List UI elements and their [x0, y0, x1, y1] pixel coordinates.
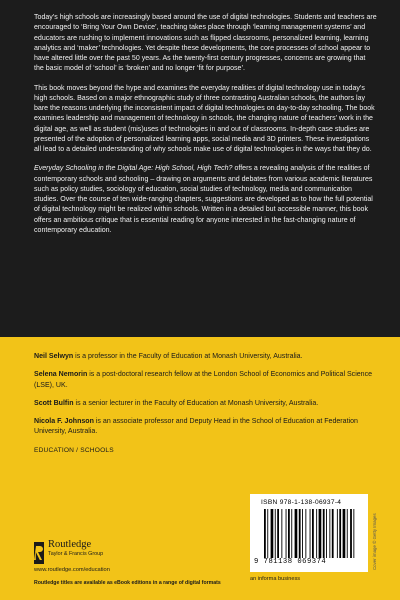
author-name: Scott Bulfin — [34, 399, 74, 407]
author-bio — [34, 352, 377, 362]
book-title-italic: Everyday Schooling in the Digital Age: High School, High Tech? — [34, 165, 233, 173]
publisher-group: Taylor & Francis Group — [48, 551, 104, 557]
author-name: Nicola F. Johnson — [34, 418, 94, 425]
barcode-icon — [264, 509, 360, 558]
author-bio — [34, 399, 377, 409]
description-paragraph-3-body: offers a revealing analysis of the realities of contemporary schools and schooling – drawing on arguments and debates from various academic literatures such as policy studies, sociology of education, social studies of technology, media and communication studies. Over the course of ten wide-ranging chapters, suggestions are developed as to how the full potential of digital technology might be realized within schools. Written in a detailed but accessible manner, this book offers an ambitious critique that is essential reading for anyone interested in the fast-changing nature of contemporary education. — [34, 165, 373, 234]
cover-image-credit: Cover image © Getty Images — [372, 513, 377, 570]
author-bio-text: is a professor in the Faculty of Education at Monash University, Australia. — [73, 353, 303, 360]
ebook-note: Routledge titles are available as eBook editions in a range of digital formats — [34, 580, 221, 586]
author-bio-text: is an associate professor and Deputy Head in the School of Education at Federation University, Australia. — [34, 418, 358, 436]
author-name: Selena Nemorin — [34, 371, 88, 379]
publisher-url: www.routledge.com/education — [34, 567, 110, 573]
publisher-name: Routledge — [48, 539, 92, 550]
author-bio-text: is a senior lecturer in the Faculty of Education at Monash University, Australia. — [73, 399, 319, 407]
isbn-digits: 9 781138 069374 — [254, 558, 327, 566]
isbn-label: ISBN 978-1-138-06937-4 — [261, 499, 342, 506]
description-paragraph-3 — [34, 164, 377, 236]
routledge-logo-icon — [34, 542, 44, 564]
author-name: Neil Selwyn — [34, 353, 74, 360]
author-bio-text: is a post-doctoral research fellow at the London School of Economics and Political Science (LSE), UK. — [34, 371, 373, 389]
author-bio — [34, 417, 377, 438]
description-paragraph-2: This book moves beyond the hype and examines the everyday realities of digital technology use in today’s high schools. Based on a major ethnographic study of three contrasting Australian schools, the authors lay bare the reasons underlying the inconsistent impact of digital technologies on day-to-day schooling. The book examines leadership and management of technology in schools, the changing nature of teachers’ work in the digital age, as well as student (mis)uses of technologies in and out of classrooms. In-depth case studies are presented of the adoption of personalized learning apps, social media and 3D printers. These investigations all lead to a detailed understanding of why schools make use of digital technologies in the ways that they do. — [34, 84, 375, 153]
description-paragraph-1: Today’s high schools are increasingly based around the use of digital technologies. Students and teachers are encouraged to ‘Bring Your Own Device’, teaching takes place through ‘learning management systems’ and educators are rushing to implement innovations such as flipped classrooms, personalized learning, learning analytics and ‘maker’ technologies. Yet despite these developments, the core processes of school appear to have altered little over the past 50 years. As the twenty-first century progresses, concerns are growing that the basic model of ‘school’ is ‘broken’ and no longer ‘fit for purpose’. — [34, 14, 377, 73]
subject-category: EDUCATION / SCHOOLS — [34, 446, 114, 454]
informa-tagline: an informa business — [250, 576, 301, 582]
publisher-logo-text — [48, 539, 103, 558]
author-bio — [34, 370, 377, 391]
isbn-barcode-box — [250, 494, 368, 572]
